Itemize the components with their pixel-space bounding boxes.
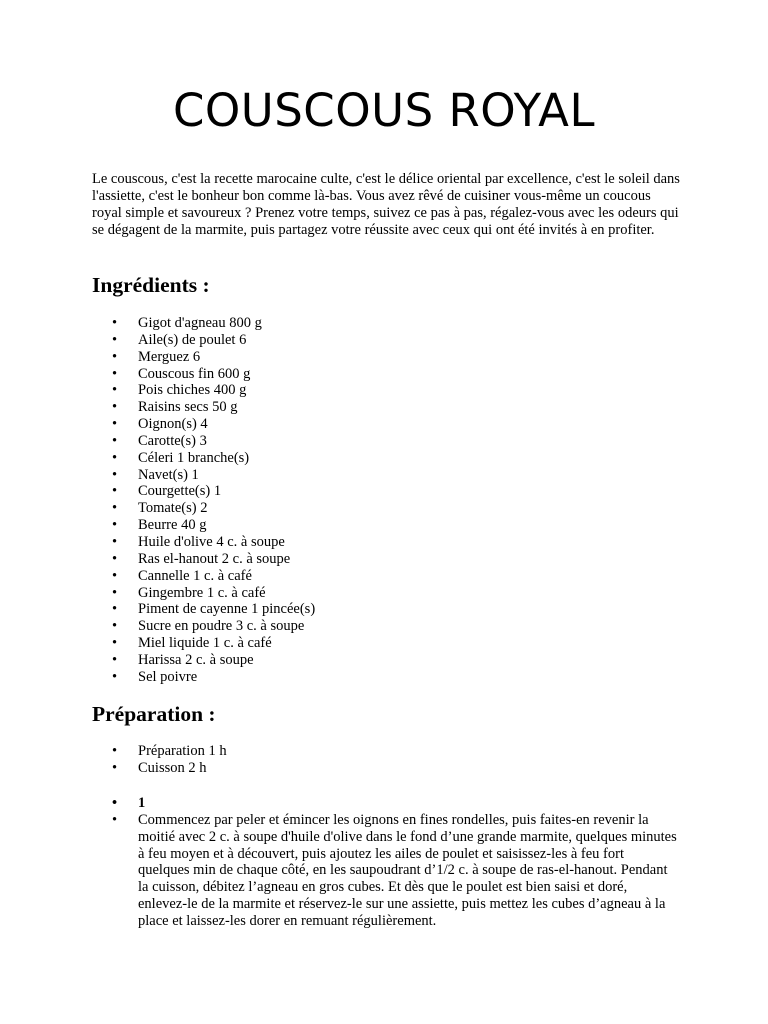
ingredient-item: • Piment de cayenne 1 pincée(s) xyxy=(92,601,678,618)
ingredient-item: • Beurre 40 g xyxy=(92,517,678,534)
steps-list xyxy=(92,795,696,930)
ingredient-item: • Pois chiches 400 g xyxy=(92,382,678,399)
ingredient-item: • Sel poivre xyxy=(92,669,678,686)
ingredient-item: • Céleri 1 branche(s) xyxy=(92,450,678,467)
ingredient-item: • Aile(s) de poulet 6 xyxy=(92,332,678,349)
ingredient-item: • Couscous fin 600 g xyxy=(92,366,678,383)
intro-paragraph: Le couscous, c'est la recette marocaine culte, c'est le délice oriental par excellence, c'est le soleil dans l'assiette, c'est le bonheur bon comme là-bas. Vous avez rêvé de cuisiner vous-même un coucous royal simple et savoureux ? Prenez votre temps, suivez ce pas à pas, régalez-vous avec les odeurs qui se dégagent de la marmite, puis partagez votre réussite avec ceux qui ont été invités à en profiter. xyxy=(92,171,680,239)
time-item: • Préparation 1 h xyxy=(92,743,678,760)
step-number: • 1 xyxy=(92,795,678,812)
ingredient-item: • Cannelle 1 c. à café xyxy=(92,568,678,585)
step-text: • Commencez par peler et émincer les oignons en fines rondelles, puis faites-en revenir la moitié avec 2 c. à soupe d'huile d'olive dans le fond d’une grande marmite, quelques minutes à feu moyen et à découvert, puis ajoutez les ailes de poulet et saisissez-les à feu fort quelques min de chaque côté, en les saupoudrant d’1/2 c. à soupe de ras-el-hanout. Pendant la cuisson, débitez l’agneau en gros cubes. Et dès que le poulet est bien saisi et doré, enlevez-le de la marmite et réservez-le sur une assiette, puis mettez les cubes d’agneau à la place et laissez-les dorer en remuant régulièrement. xyxy=(92,812,696,930)
ingredient-item: • Gingembre 1 c. à café xyxy=(92,585,678,602)
ingredient-item: • Gigot d'agneau 800 g xyxy=(92,315,678,332)
times-list xyxy=(92,743,678,777)
ingredient-item: • Huile d'olive 4 c. à soupe xyxy=(92,534,678,551)
time-item: • Cuisson 2 h xyxy=(92,760,678,777)
ingredient-item: • Raisins secs 50 g xyxy=(92,399,678,416)
preparation-heading: Préparation : xyxy=(92,702,216,726)
ingredient-item: • Harissa 2 c. à soupe xyxy=(92,652,678,669)
ingredient-item: • Ras el-hanout 2 c. à soupe xyxy=(92,551,678,568)
page-title: COUSCOUS ROYAL xyxy=(172,84,596,137)
ingredient-item: • Courgette(s) 1 xyxy=(92,483,678,500)
ingredient-item: • Carotte(s) 3 xyxy=(92,433,678,450)
ingredient-item: • Sucre en poudre 3 c. à soupe xyxy=(92,618,678,635)
ingredient-item: • Oignon(s) 4 xyxy=(92,416,678,433)
ingredient-item: • Merguez 6 xyxy=(92,349,678,366)
ingredient-item: • Navet(s) 1 xyxy=(92,467,678,484)
ingredient-item: • Tomate(s) 2 xyxy=(92,500,678,517)
ingredients-list xyxy=(92,315,678,686)
ingredients-heading: Ingrédients : xyxy=(92,273,210,297)
ingredient-item: • Miel liquide 1 c. à café xyxy=(92,635,678,652)
